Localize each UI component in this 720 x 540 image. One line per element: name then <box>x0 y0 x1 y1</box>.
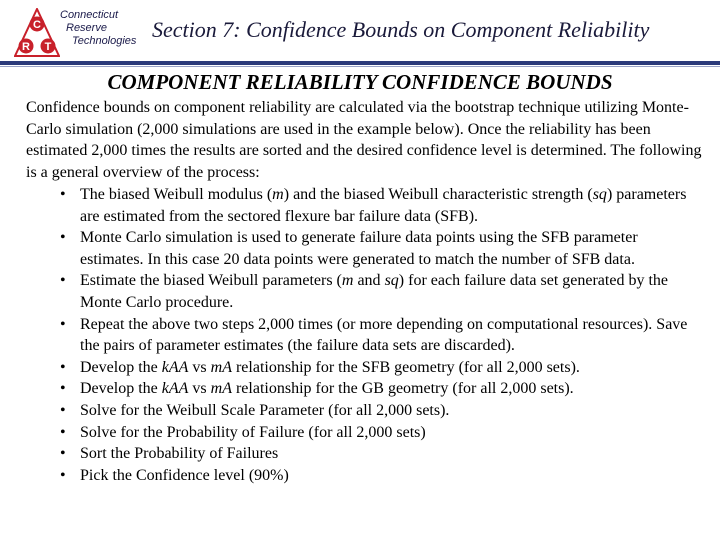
logo-letter-c: C <box>33 19 41 31</box>
italic-symbol: mA <box>210 358 232 376</box>
italic-symbol: kAA <box>161 380 189 398</box>
step-text: ) parameters are estimated from the sectored flexure bar failure data (SFB). <box>80 186 687 225</box>
step-text: and <box>353 272 385 290</box>
slide-heading: COMPONENT RELIABILITY CONFIDENCE BOUNDS <box>107 70 613 94</box>
process-step <box>60 227 700 270</box>
process-step <box>60 270 700 313</box>
italic-symbol: kAA <box>161 358 189 376</box>
process-step <box>60 357 700 379</box>
intro-paragraph: Confidence bounds on component reliability are calculated via the bootstrap technique utilizing Monte-Carlo simulation (2,000 simulations are used in the example below). Once the reliability has been estimated 2,000 times the results are sorted and the desired confidence level is determined. The following is a general overview of the process: <box>26 99 702 181</box>
process-step <box>60 314 700 357</box>
logo-line-3: Technologies <box>72 35 137 47</box>
step-text: Solve for the Weibull Scale Parameter (for all 2,000 sets). <box>80 401 450 419</box>
step-text: Estimate the biased Weibull parameters ( <box>80 272 342 290</box>
italic-symbol: m <box>341 272 354 290</box>
step-text: relationship for the SFB geometry (for all 2,000 sets). <box>231 358 580 376</box>
italic-symbol: mA <box>210 380 232 398</box>
crt-triangle-icon <box>14 8 60 58</box>
step-text: Solve for the Probability of Failure (for all 2,000 sets) <box>80 423 426 441</box>
process-step <box>60 422 700 444</box>
step-text: vs <box>188 358 211 376</box>
process-step <box>60 465 700 487</box>
process-step <box>60 400 700 422</box>
logo-line-2: Reserve <box>66 22 107 34</box>
process-step <box>60 184 700 227</box>
italic-symbol: sq <box>384 272 399 290</box>
step-text: Develop the <box>80 358 162 376</box>
header-divider-thin <box>0 66 720 67</box>
logo-letter-t: T <box>44 41 52 53</box>
step-text: Repeat the above two steps 2,000 times (or more depending on computational resources). Save the pairs of parameter estimates (the failure data sets are discarded). <box>80 315 688 355</box>
step-text: ) and the biased Weibull characteristic strength ( <box>283 186 593 203</box>
step-text: relationship for the GB geometry (for all 2,000 sets). <box>231 380 574 398</box>
header-divider <box>0 61 720 65</box>
section-title: Section 7: Confidence Bounds on Component Reliability <box>152 17 650 42</box>
step-text: Develop the <box>80 380 162 398</box>
process-steps-list <box>60 184 700 486</box>
step-text: vs <box>188 380 211 398</box>
logo-line-1: Connecticut <box>60 9 119 21</box>
italic-symbol: sq <box>592 186 607 203</box>
step-text: Sort the Probability of Failures <box>80 445 279 463</box>
italic-symbol: m <box>272 186 284 203</box>
process-step <box>60 443 700 465</box>
step-text: ) for each failure data set generated by the Monte Carlo procedure. <box>80 272 668 311</box>
step-text: Monte Carlo simulation is used to generate failure data points using the SFB parameter estimates. In this case 20 data points were generated to match the number of SFB data. <box>80 229 638 268</box>
logo-wordmark <box>60 9 136 48</box>
process-step <box>60 378 700 400</box>
step-text: Pick the Confidence level (90%) <box>80 466 289 484</box>
company-logo <box>14 8 137 58</box>
logo-letter-r: R <box>22 41 30 53</box>
step-text: The biased Weibull modulus ( <box>80 186 273 203</box>
